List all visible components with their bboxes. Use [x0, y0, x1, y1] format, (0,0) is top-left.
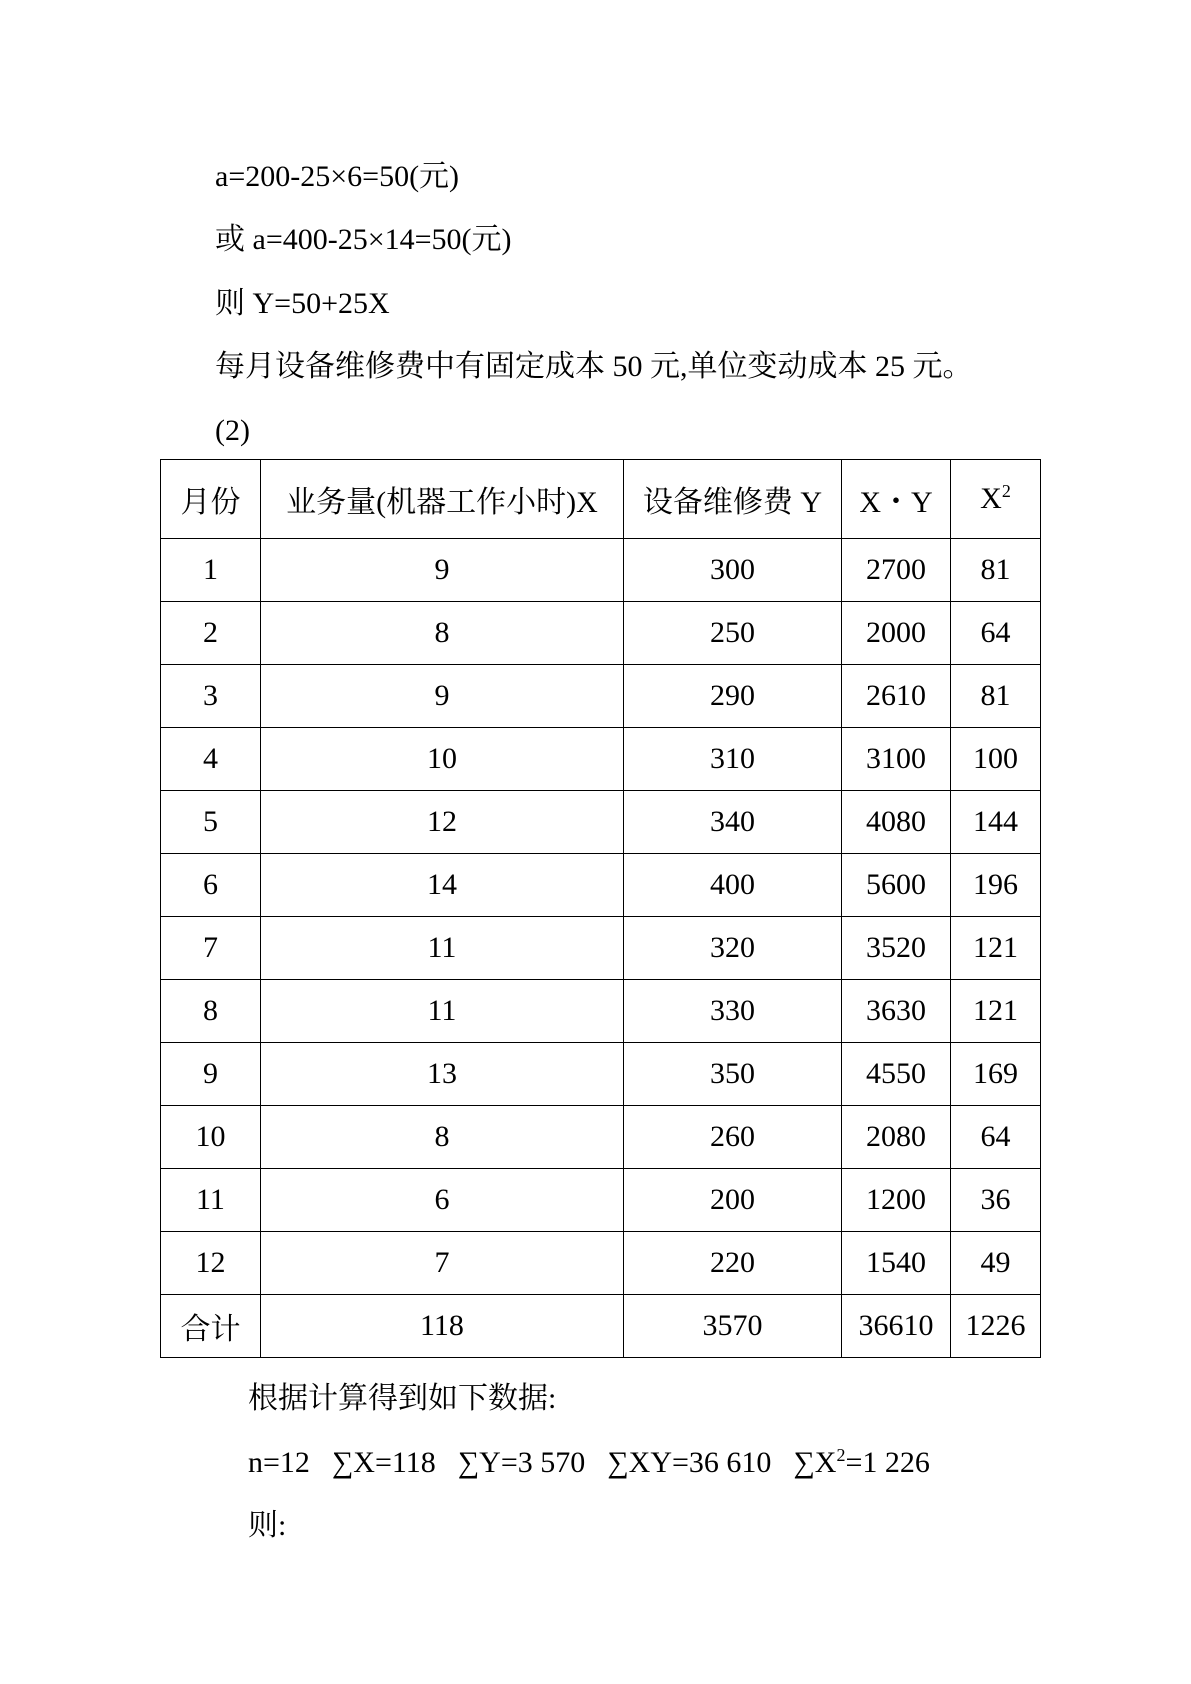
cell-maintenance-cost: 320	[624, 917, 842, 980]
cell-month: 10	[161, 1106, 261, 1169]
cell-x-squared: 100	[951, 728, 1041, 791]
table-body	[161, 460, 1041, 1358]
cell-xy: 3100	[842, 728, 951, 791]
cell-workload: 13	[261, 1043, 624, 1106]
cell-workload: 8	[261, 1106, 624, 1169]
header-x-exponent: 2	[1001, 481, 1011, 501]
cell-workload: 6	[261, 1169, 624, 1232]
table-row	[161, 665, 1041, 728]
cell-workload: 11	[261, 917, 624, 980]
cell-xy: 4550	[842, 1043, 951, 1106]
header-xy: X・Y	[842, 460, 951, 539]
cell-workload: 10	[261, 728, 624, 791]
cell-maintenance-cost: 350	[624, 1043, 842, 1106]
header-x-squared	[951, 460, 1041, 539]
header-month: 月份	[161, 460, 261, 539]
cell-x-squared: 144	[951, 791, 1041, 854]
cell-xy: 3520	[842, 917, 951, 980]
maintenance-cost-table	[160, 459, 1041, 1358]
cell-maintenance-cost: 300	[624, 539, 842, 602]
table-row	[161, 1232, 1041, 1295]
sum-n: n=12	[248, 1446, 310, 1479]
cell-xy: 1200	[842, 1169, 951, 1232]
table-row	[161, 1106, 1041, 1169]
cell-xy: 1540	[842, 1232, 951, 1295]
sum-x2-value: =1 226	[845, 1446, 930, 1479]
cell-maintenance-cost: 220	[624, 1232, 842, 1295]
intro-text: 根据计算得到如下数据:	[248, 1382, 557, 1415]
cell-month: 8	[161, 980, 261, 1043]
cell-workload: 7	[261, 1232, 624, 1295]
sum-y: ∑Y=3 570	[457, 1446, 586, 1479]
header-x-base: X	[980, 482, 1002, 515]
table-row	[161, 602, 1041, 665]
cell-maintenance-cost: 3570	[624, 1295, 842, 1358]
cell-month: 11	[161, 1169, 261, 1232]
cell-x-squared: 64	[951, 1106, 1041, 1169]
cell-workload: 11	[261, 980, 624, 1043]
formula-a-6: a=200-25×6=50(元)	[215, 160, 460, 193]
cell-month: 12	[161, 1232, 261, 1295]
sum-x2-exponent: 2	[836, 1445, 846, 1465]
header-maintenance-cost: 设备维修费 Y	[624, 460, 842, 539]
cell-workload: 9	[261, 539, 624, 602]
conclusion-text: 每月设备维修费中有固定成本 50 元,单位变动成本 25 元。	[215, 350, 973, 383]
cell-month: 4	[161, 728, 261, 791]
cell-workload: 12	[261, 791, 624, 854]
table-row	[161, 1169, 1041, 1232]
cell-workload: 14	[261, 854, 624, 917]
then-text: 则:	[248, 1509, 287, 1542]
table-row	[161, 854, 1041, 917]
cell-xy: 2080	[842, 1106, 951, 1169]
cell-x-squared: 64	[951, 602, 1041, 665]
cell-maintenance-cost: 340	[624, 791, 842, 854]
cell-xy: 2610	[842, 665, 951, 728]
cell-xy: 4080	[842, 791, 951, 854]
table-row	[161, 728, 1041, 791]
table-row	[161, 539, 1041, 602]
cell-maintenance-cost: 330	[624, 980, 842, 1043]
sum-xy: ∑XY=36 610	[607, 1446, 772, 1479]
sums-line	[248, 1443, 930, 1483]
cell-x-squared: 81	[951, 539, 1041, 602]
cell-xy: 5600	[842, 854, 951, 917]
cell-month: 合计	[161, 1295, 261, 1358]
table-row	[161, 1043, 1041, 1106]
cell-maintenance-cost: 290	[624, 665, 842, 728]
cell-maintenance-cost: 310	[624, 728, 842, 791]
cell-x-squared: 169	[951, 1043, 1041, 1106]
cell-x-squared: 81	[951, 665, 1041, 728]
cell-maintenance-cost: 250	[624, 602, 842, 665]
cell-xy: 2000	[842, 602, 951, 665]
cell-x-squared: 196	[951, 854, 1041, 917]
cell-maintenance-cost: 400	[624, 854, 842, 917]
cell-x-squared: 121	[951, 980, 1041, 1043]
cell-xy: 36610	[842, 1295, 951, 1358]
cell-x-squared: 36	[951, 1169, 1041, 1232]
cell-x-squared: 121	[951, 917, 1041, 980]
table-row	[161, 791, 1041, 854]
cell-maintenance-cost: 200	[624, 1169, 842, 1232]
cell-month: 5	[161, 791, 261, 854]
cell-month: 3	[161, 665, 261, 728]
cell-maintenance-cost: 260	[624, 1106, 842, 1169]
cell-xy: 2700	[842, 539, 951, 602]
cell-month: 1	[161, 539, 261, 602]
cell-workload: 8	[261, 602, 624, 665]
cell-month: 2	[161, 602, 261, 665]
cell-month: 9	[161, 1043, 261, 1106]
formula-a-14: 或 a=400-25×14=50(元)	[215, 223, 512, 256]
cell-month: 7	[161, 917, 261, 980]
formula-y: 则 Y=50+25X	[215, 287, 390, 320]
cell-xy: 3630	[842, 980, 951, 1043]
cell-x-squared: 49	[951, 1232, 1041, 1295]
cell-month: 6	[161, 854, 261, 917]
table-row	[161, 917, 1041, 980]
sum-x2-base: ∑X	[793, 1446, 837, 1479]
sum-x: ∑X=118	[331, 1446, 436, 1479]
cell-workload: 9	[261, 665, 624, 728]
cell-workload: 118	[261, 1295, 624, 1358]
header-workload: 业务量(机器工作小时)X	[261, 460, 624, 539]
table-row	[161, 980, 1041, 1043]
table-header-row	[161, 460, 1041, 539]
cell-x-squared: 1226	[951, 1295, 1041, 1358]
part-2-label: (2)	[215, 414, 250, 447]
table-row	[161, 1295, 1041, 1358]
